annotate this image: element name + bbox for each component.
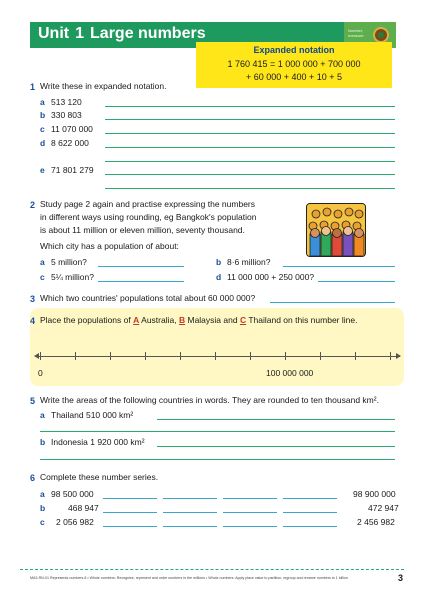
crowd-illustration — [306, 203, 366, 257]
q2-answer-b[interactable] — [283, 266, 395, 267]
q6-blank-b-3[interactable] — [223, 512, 277, 513]
q2-label-a: a — [40, 257, 45, 267]
q2-answer-c[interactable] — [98, 281, 184, 282]
badge-line-2: measure — [348, 33, 364, 38]
q1-label-d: d — [40, 138, 46, 148]
q1-value-c: 11 070 000 — [51, 124, 93, 134]
footer-curriculum-text: MA3-RN-01 Represents numbers.8 • Whole numbers: Recognise, represent and order numbers in the millions • Whole numbers: Apply place value to partition, regroup and rename numbers to 1 billion — [30, 576, 348, 580]
q6-end-a: 98 900 000 — [353, 489, 396, 499]
question-3-number: 3 — [30, 294, 36, 304]
q2-value-d: 11 000 000 + 250 000? — [227, 272, 315, 282]
number-line-tick — [320, 352, 321, 360]
q1-answer-c[interactable] — [105, 133, 395, 134]
q4-country-a: Australia, — [141, 315, 177, 325]
q6-start-b: 468 947 — [68, 503, 99, 513]
q1-answer-a[interactable] — [105, 106, 395, 107]
number-line-start-label: 0 — [38, 368, 43, 378]
q2-value-a: 5 million? — [51, 257, 87, 267]
number-line-tick — [390, 352, 391, 360]
expanded-notation-line-2: + 60 000 + 400 + 10 + 5 — [245, 72, 343, 82]
q6-blank-c-2[interactable] — [163, 526, 217, 527]
q1-label-e: e — [40, 165, 45, 175]
q1-answer-d-continued[interactable] — [105, 161, 395, 162]
q5-value-b: Indonesia 1 920 000 km² — [51, 437, 145, 447]
q6-blank-b-2[interactable] — [163, 512, 217, 513]
q1-label-a: a — [40, 97, 45, 107]
q6-blank-c-4[interactable] — [283, 526, 337, 527]
q1-answer-e[interactable] — [105, 174, 395, 175]
q1-value-e: 71 801 279 — [51, 165, 94, 175]
number-line-tick — [110, 352, 111, 360]
number-line-tick — [180, 352, 181, 360]
q6-end-c: 2 456 982 — [357, 517, 395, 527]
number-line-tick — [75, 352, 76, 360]
badge-text — [348, 28, 364, 38]
question-2-prompt-line-2: in different ways using rounding, eg Bangkok's population — [40, 212, 257, 222]
unit-title: Large numbers — [90, 25, 206, 42]
question-2-number: 2 — [30, 200, 36, 210]
q5-answer-a[interactable] — [157, 419, 395, 420]
q6-label-a: a — [40, 489, 45, 499]
q6-blank-a-1[interactable] — [103, 498, 157, 499]
question-5-number: 5 — [30, 396, 36, 406]
number-line-arrow-left-icon — [34, 353, 39, 359]
q6-start-c: 2 056 982 — [56, 517, 94, 527]
q5-label-a: a — [40, 410, 45, 420]
q1-label-b: b — [40, 110, 46, 120]
q2-label-c: c — [40, 272, 45, 282]
number-line-tick — [40, 352, 41, 360]
q2-label-b: b — [216, 257, 222, 267]
q6-label-c: c — [40, 517, 45, 527]
number-line-tick — [250, 352, 251, 360]
question-2-prompt-line-3: is about 11 million or eleven million, seventy thousand. — [40, 225, 245, 235]
question-6-prompt: Complete these number series. — [40, 472, 159, 482]
q6-end-b: 472 947 — [368, 503, 399, 513]
number-line-mid-label: 100 000 000 — [266, 368, 314, 378]
q5-value-a: Thailand 510 000 km² — [51, 410, 134, 420]
number-line-tick — [285, 352, 286, 360]
q5-answer-b-continued[interactable] — [40, 459, 395, 460]
number-line-arrow-right-icon — [396, 353, 401, 359]
unit-number: 1 — [75, 25, 85, 42]
q5-label-b: b — [40, 437, 46, 447]
question-6-number: 6 — [30, 473, 36, 483]
unit-word: Unit — [38, 25, 70, 42]
footer-divider — [20, 569, 404, 570]
q5-answer-b[interactable] — [157, 446, 395, 447]
number-line-tick — [215, 352, 216, 360]
q1-label-c: c — [40, 124, 45, 134]
question-1-number: 1 — [30, 82, 36, 92]
q1-value-d: 8 622 000 — [51, 138, 89, 148]
question-3-prompt: Which two countries' populations total about 60 000 000? — [40, 293, 256, 303]
page-title — [38, 25, 206, 43]
q6-blank-a-4[interactable] — [283, 498, 337, 499]
q6-start-a: 98 500 000 — [51, 489, 94, 499]
number-line-tick — [355, 352, 356, 360]
badge-line-1: Number, — [348, 28, 364, 33]
q2-answer-a[interactable] — [98, 266, 184, 267]
q4-country-b: Malaysia and — [187, 315, 238, 325]
question-4-prompt — [40, 314, 357, 326]
q6-blank-a-3[interactable] — [223, 498, 277, 499]
question-5-prompt: Write the areas of the following countries in words. They are rounded to ten thousand km². — [40, 395, 379, 405]
expanded-notation-title: Expanded notation — [253, 45, 335, 55]
q4-prompt-start: Place the populations of — [40, 315, 131, 325]
q1-answer-e-continued[interactable] — [105, 188, 395, 189]
q2-value-c: 5¼ million? — [51, 272, 94, 282]
q1-value-a: 513 120 — [51, 97, 82, 107]
q5-answer-a-continued[interactable] — [40, 431, 395, 432]
q4-country-c: Thailand on this number line. — [248, 315, 358, 325]
question-1-prompt: Write these in expanded notation. — [40, 81, 167, 91]
q6-blank-b-1[interactable] — [103, 512, 157, 513]
question-4-number: 4 — [30, 316, 36, 326]
q1-answer-b[interactable] — [105, 119, 395, 120]
q2-answer-d[interactable] — [318, 281, 395, 282]
question-2-sub-prompt: Which city has a population of about: — [40, 241, 179, 251]
crowd-drawing — [307, 204, 366, 257]
q4-label-a: A — [133, 315, 140, 325]
q2-label-d: d — [216, 272, 222, 282]
q6-label-b: b — [40, 503, 46, 513]
q6-blank-c-3[interactable] — [223, 526, 277, 527]
expanded-notation-box — [196, 42, 392, 88]
q1-answer-d[interactable] — [105, 147, 395, 148]
q4-label-b: B — [178, 315, 186, 325]
q6-blank-b-4[interactable] — [283, 512, 337, 513]
number-line[interactable] — [38, 356, 400, 357]
page-number: 3 — [398, 573, 404, 583]
q6-blank-a-2[interactable] — [163, 498, 217, 499]
number-line-tick — [145, 352, 146, 360]
q6-blank-c-1[interactable] — [103, 526, 157, 527]
q1-value-b: 330 803 — [51, 110, 82, 120]
q3-answer[interactable] — [270, 302, 395, 303]
expanded-notation-line-1: 1 760 415 = 1 000 000 + 700 000 — [227, 59, 361, 69]
q2-value-b: 8·6 million? — [227, 257, 271, 267]
q4-label-c: C — [239, 315, 247, 325]
question-2-prompt-line-1: Study page 2 again and practise expressing the numbers — [40, 199, 255, 209]
globe-icon — [373, 27, 389, 43]
